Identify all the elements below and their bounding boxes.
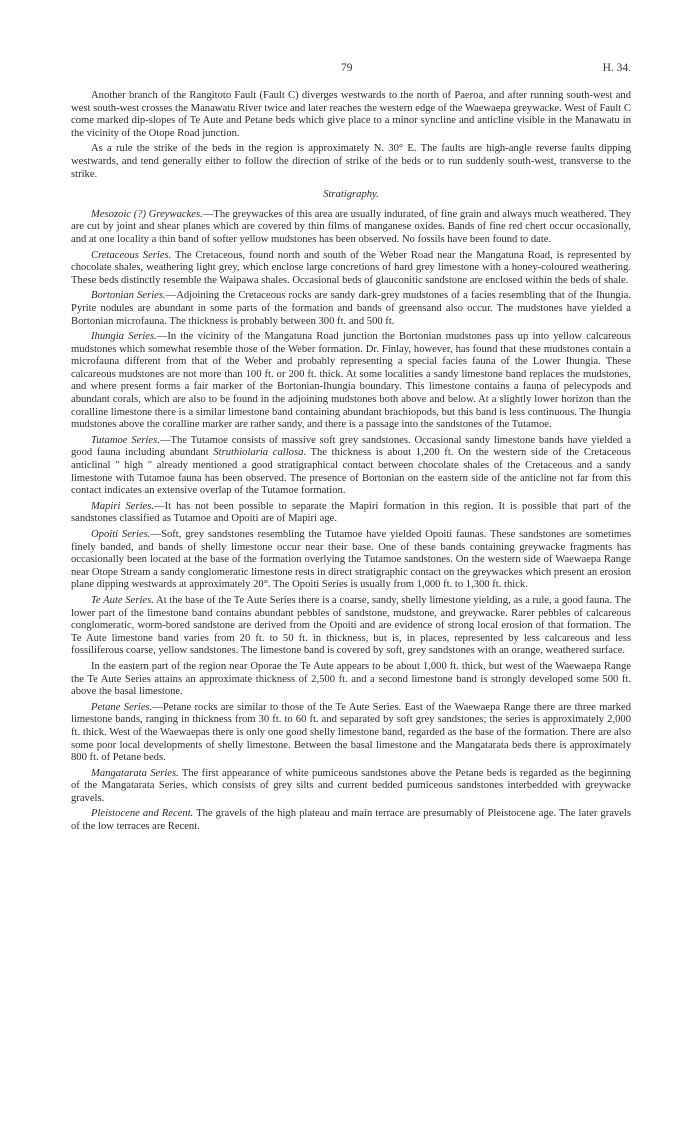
series-title: Pleistocene and Recent. [91,808,194,820]
series-text: —The Tutamoe consists of massive soft grey sandstones. Occasional sandy limestone bands have yielded a good fauna including abundant [71,434,631,459]
series-text: —Soft, grey sandstones resembling the Tutamoe have yielded Opoiti faunas. These sandstones are sometimes finely banded, and bands of shelly limestone occur near their base. One of these bands containing greywacke fragments has occasionally been located at the base of the formation overlying the Tutamoe sandstones. On the western side of Waewaepa Range near Otope Stream a sandy conglomeratic limestone rests in direct stratigraphic contact on the greywackes which present an erosion plane dipping westwards at approximately 20°. The Opoiti Series is usually from 1,000 ft. to 1,300 ft. thick. [71,529,631,591]
series-text: The Cretaceous, found north and south of the Weber Road near the Mangatuna Road, is represented by chocolate shales, weathering light grey, which enclose large concretions of hard grey limestone with a honey-coloured weathering. These beds distinctly resemble the Waipawa shales. Occasional beds of glauconitic sandstone are enclosed within the beds of shale. [71,249,631,286]
series-title: Mesozoic (?) Greywackes. [91,208,203,220]
ihungia-paragraph [71,331,631,432]
series-title: Mapiri Series. [91,500,154,512]
mangatarata-paragraph [71,768,631,806]
te-aute-continued-paragraph [71,661,631,699]
series-text: —The greywackes of this area are usually indurated, of fine grain and always much weathered. They are cut by joint and shear planes which are covered by thin films of manganese oxides. Bands of fine red chert occur occasionally, and at one locality a thin band of softer yellow mudstones has been observed. No fossils have been found to date. [71,208,631,245]
series-text: The gravels of the high plateau and main terrace are presumably of Pleistocene age. The later gravels of the low terraces are Recent. [71,808,631,833]
cretaceous-paragraph [71,250,631,288]
document-reference: H. 34. [602,62,631,74]
tutamoe-paragraph [71,435,631,498]
series-text: —Petane rocks are similar to those of the Te Aute Series. East of the Waewaepa Range there are three marked limestone bands, ranging in thickness from 30 ft. to 60 ft. and separated by soft grey sandstones; the series is approximately 2,000 ft. thick. West of the Waewaepas there is only one good shelly limestone band, regarded as the base of the formation. There are also some poor local developments of shelly limestone. Between the basal limestone and the Mangatarata beds there is approximately 800 ft. of Petane beds. [71,701,631,764]
page-header [71,62,631,76]
pleistocene-paragraph [71,808,631,833]
bortonian-paragraph [71,290,631,328]
series-text: . The thickness is about 1,200 ft. On the western side of the Cretaceous anticlinal " high " already mentioned a good stratigraphical contact between chocolate shales of the Cretaceous and a sandy limestone with Tutamoe fauna has been observed. The presence of Bortonian on the eastern side of the anticline not far from this contact indicates an extensive overlap of the Tutamoe formation. [71,447,631,497]
series-text: —In the vicinity of the Mangatuna Road junction the Bortonian mudstones pass up into yellow calcareous mudstones which somewhat resemble those of the Weber formation. Dr. Finlay, however, has found that these mudstones contain a microfauna different from that of the Weber and probably representing a special facies fauna of the Lower Ihungia. These calcareous mudstones are not more than 100 ft. or 200 ft. thick. At some localities a sandy limestone band replaces the mudstones, and where present forms a fair marker of the Bortonian-Ihungia boundary. This limestone contains a fauna of pelecypods and abundant corals, which are also to be found in the adjoining mudstones both above and below. At a slightly lower horizon than the coralline limestone there is a similar limestone band containing abundant brachiopods, but this band is less continuous. The Ihungia mudstones above the coralline marker are rather sandy, and there is a passage into the sandstones of the Tutamoe. [71,331,631,431]
opoiti-paragraph [71,529,631,592]
species-name: Struthiolaria callosa [213,447,304,459]
intro-paragraph: Another branch of the Rangitoto Fault (Fault C) diverges westwards to the north of Paeroa, and after running south-west and west south-west crosses the Manawatu River twice and later reaches the western edge of the Waewaepa greywacke. West of Fault C come marked dip-slopes of Te Aute and Petane beds which give place to a minor syncline and anticline visible in the Manawatu in the vicinity of the Otope Road junction. [71,90,631,139]
series-title: Tutamoe Series. [91,434,160,446]
mesozoic-paragraph [71,209,631,247]
series-title: Te Aute Series. [91,594,154,606]
mapiri-paragraph [71,501,631,526]
series-text: In the eastern part of the region near Oporae the Te Aute appears to be about 1,000 ft. thick, but west of the Waewaepa Range the Te Aute Series attains an approximate thickness of 2,500 ft. and a second limestone band is strongly developed some 500 ft. above the basal limestone. [71,660,631,698]
series-title: Petane Series. [91,701,153,713]
series-text: —It has not been possible to separate the Mapiri formation in this region. It is possible that part of the sandstones classified as Tutamoe and Opoiti are of Mapiri age. [71,500,631,525]
series-title: Ihungia Series. [91,331,157,343]
series-title: Bortonian Series. [91,290,166,302]
series-title: Mangatarata Series. [91,767,179,779]
page-number: 79 [341,62,353,74]
section-heading: Stratigraphy. [323,189,379,201]
series-title: Opoiti Series. [91,529,151,540]
te-aute-paragraph [71,595,631,658]
intro-paragraph: As a rule the strike of the beds in the region is approximately N. 30° E. The faults are high-angle reverse faults dipping westwards, and tend generally either to follow the direction of strike of the beds or to run suddenly south-west, transverse to the strike. [71,143,631,180]
series-title: Cretaceous Series. [91,249,172,261]
petane-paragraph [71,702,631,765]
document-page [71,62,631,837]
series-text: At the base of the Te Aute Series there is a coarse, sandy, shelly limestone yielding, as a rule, a good fauna. The lower part of the limestone band contains abundant pebbles of sandstone, mudstone, and greywacke. Rarer pebbles of calcareous conglomeratic, worm-bored sandstone are derived from the Opoiti and are evidence of strong local erosion of that formation. The Te Aute limestone band varies from 20 ft. to 50 ft. in thickness, but is, in places, represented by less calcareous and less fossiliferous coarse, yellow sandstones. The limestone band is covered by soft, grey sandstones with an orange, weathered surface. [71,594,631,657]
series-text: The first appearance of white pumiceous sandstones above the Petane beds is regarded as the beginning of the Mangatarata Series, which consists of grey silts and current bedded pumiceous sandstones interbedded with greywacke gravels. [71,767,631,804]
series-text: —Adjoining the Cretaceous rocks are sandy dark-grey mudstones of a facies resembling that of the Ihungia. Pyrite nodules are abundant in some parts of the formation and bands of greensand also occur. The mudstones have yielded a Bortonian microfauna. The thickness is probably between 300 ft. and 500 ft. [71,290,631,327]
